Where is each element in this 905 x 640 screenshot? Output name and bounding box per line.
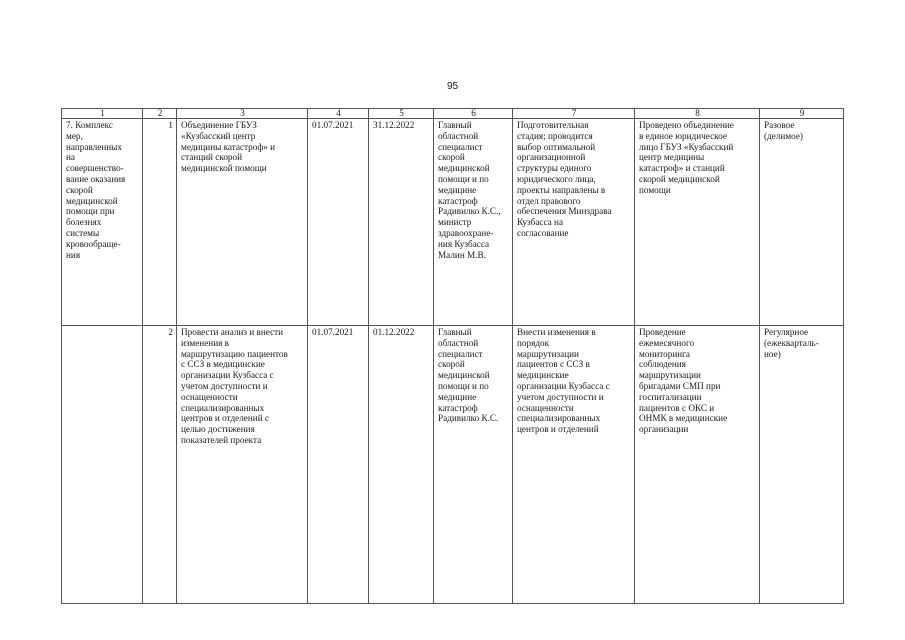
type-cell: Регулярное (ежекварталь- ное) bbox=[760, 326, 844, 604]
column-number: 2 bbox=[143, 109, 177, 119]
end-date-cell: 31.12.2022 bbox=[369, 119, 434, 326]
page-number: 95 bbox=[446, 81, 459, 92]
table-row bbox=[62, 326, 844, 604]
column-number-row bbox=[62, 109, 844, 119]
column-number: 6 bbox=[434, 109, 513, 119]
result-cell: Проведение ежемесячного мониторинга соблюдения маршрутизации бригадами СМП при госпитализации пациентов с ОКС и ОНМК в медицинские организации bbox=[635, 326, 760, 604]
status-cell: Подготовительная стадия; проводится выбор оптимальной организационной структуры единого юридического лица, проекты направлены в отдел правового обеспечения Минздрава Кузбасса на согласование bbox=[513, 119, 635, 326]
column-number: 9 bbox=[760, 109, 844, 119]
result-cell: Проведено объединение в единое юридическое лицо ГБУЗ «Кузбасский центр медицины катастроф» и станций скорой медицинской помощи bbox=[635, 119, 760, 326]
responsible-cell: Главный областной специалист скорой медицинской помощи и по медицине катастроф Радивилко К.С., министр здравоохране- ния Кузбасса Малин М.В. bbox=[434, 119, 513, 326]
column-number: 7 bbox=[513, 109, 635, 119]
start-date-cell: 01.07.2021 bbox=[308, 326, 369, 604]
events-table bbox=[61, 108, 844, 604]
column-number: 3 bbox=[177, 109, 308, 119]
table-row bbox=[62, 119, 844, 326]
responsible-cell: Главный областной специалист скорой медицинской помощи и по медицине катастроф Радивилко К.С. bbox=[434, 326, 513, 604]
column-number: 8 bbox=[635, 109, 760, 119]
item-number-cell: 1 bbox=[143, 119, 177, 326]
type-cell: Разовое (делимое) bbox=[760, 119, 844, 326]
column-number: 1 bbox=[62, 109, 143, 119]
column-number: 5 bbox=[369, 109, 434, 119]
status-cell: Внести изменения в порядок маршрутизации пациентов с ССЗ в медицинские организации Кузбасса с учетом доступности и оснащенности специализированных центров и отделений bbox=[513, 326, 635, 604]
goal-cell: 7. Комплекс мер, направленных на совершенство- вание оказания скорой медицинской помощи при болезнях системы кровообраще- ния bbox=[62, 119, 143, 326]
goal-cell bbox=[62, 326, 143, 604]
event-cell: Объединение ГБУЗ «Кузбасский центр медицины катастроф» и станций скорой медицинской помощи bbox=[177, 119, 308, 326]
start-date-cell: 01.07.2021 bbox=[308, 119, 369, 326]
end-date-cell: 01.12.2022 bbox=[369, 326, 434, 604]
column-number: 4 bbox=[308, 109, 369, 119]
item-number-cell: 2 bbox=[143, 326, 177, 604]
event-cell: Провести анализ и внести изменения в маршрутизацию пациентов с ССЗ в медицинские организации Кузбасса с учетом доступности и оснащенности специализированных центров и отделений с целью достижения показателей проекта bbox=[177, 326, 308, 604]
